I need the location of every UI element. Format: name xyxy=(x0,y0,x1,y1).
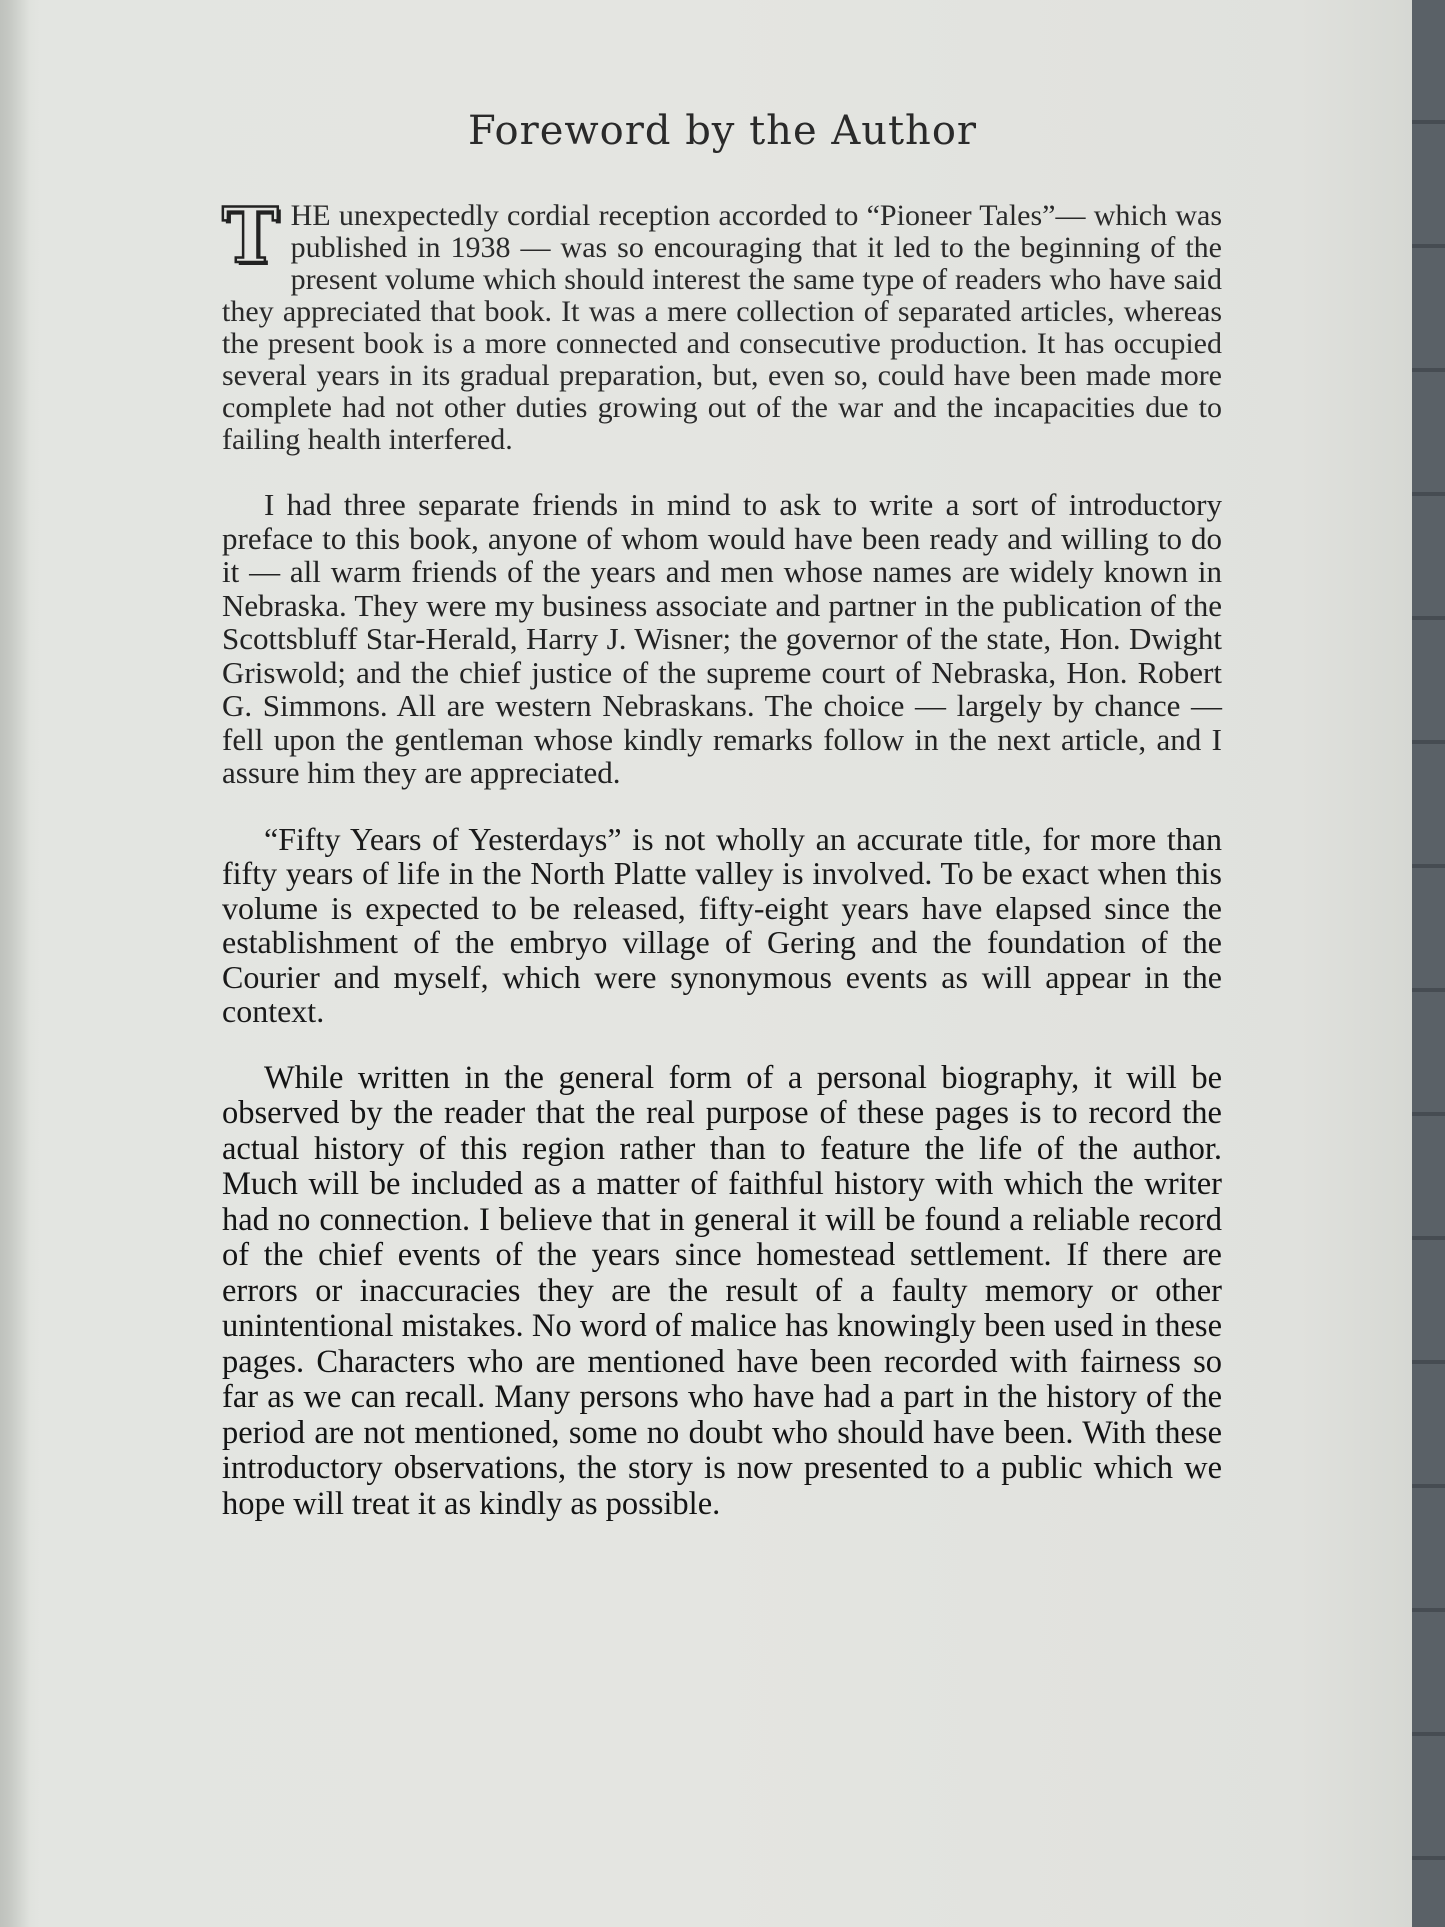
paragraph-2: I had three separate friends in mind to ask to write a sort of introductory preface to this book, anyone of whom would have been ready and willing to do it — all warm friends of the years and men whose names are widely known in Nebraska. They were my business associate and partner in the publication of the Scottsbluff Star-Herald, Harry J. Wisner; the governor of the state, Hon. Dwight Griswold; and the chief justice of the supreme court of Nebraska, Hon. Robert G. Simmons. All are western Nebraskans. The choice — largely by chance — fell upon the gentleman whose kindly remarks follow in the next article, and I assure him they are appreciated. xyxy=(222,487,1222,790)
paragraph-1-text: HE unexpectedly cordial reception accorded to “Pioneer Tales”— which was published in 1938 — was so encouraging that it led to the beginning of the present volume which should interest the same type of readers who have said they appreciated that book. It was a mere collection of separated articles, whereas the present book is a more connected and consecutive production. It has occupied several years in its gradual preparation, but, even so, could have been made more complete had not other duties growing out of the war and the incapacities due to failing health interfered. xyxy=(222,199,1222,456)
paragraph-1 xyxy=(222,191,1222,456)
foreword-body xyxy=(222,191,1222,1554)
paragraph-3: “Fifty Years of Yesterdays” is not wholly an accurate title, for more than fifty years of life in the North Platte valley is involved. To be exact when this volume is expected to be released, fifty-eight years have elapsed since the establishment of the embryo village of Gering and the foundation of the Courier and myself, which were synonymous events as will appear in the context. xyxy=(222,820,1222,1029)
paragraph-4: While written in the general form of a personal biography, it will be observed by the reader that the real purpose of these pages is to record the actual history of this region rather than to feature the life of the author. Much will be included as a matter of faithful history with which the writer had no connection. I believe that in general it will be found a reliable record of the chief events of the years since homestead settlement. If there are errors or inaccuracies they are the result of a faulty memory or other unintentional mistakes. No word of malice has knowingly been used in these pages. Characters who are mentioned have been recorded with fairness so far as we can recall. Many persons who have had a part in the history of the period are not mentioned, some no doubt who should have been. With these introductory observations, the story is now presented to a public which we hope will treat it as kindly as possible. xyxy=(222,1059,1222,1522)
page-title: Foreword by the Author xyxy=(467,108,978,154)
drop-cap: T xyxy=(222,191,279,280)
background-surface xyxy=(1412,0,1445,1927)
